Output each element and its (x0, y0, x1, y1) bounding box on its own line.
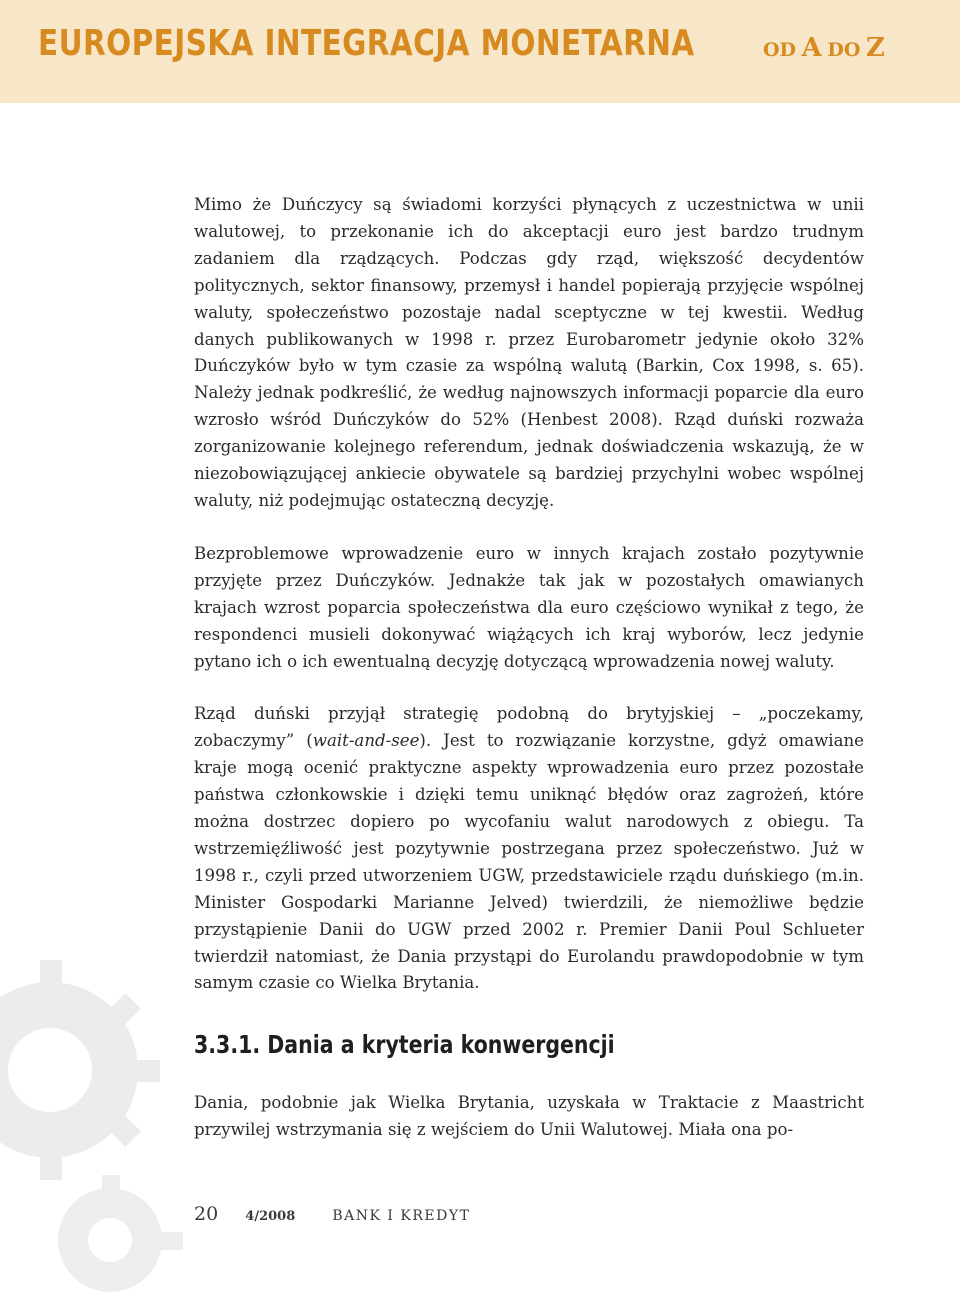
page-footer (194, 1203, 470, 1225)
section-heading: 3.3.1. Dania a kryteria konwergencji (194, 1030, 615, 1059)
page-number: 20 (194, 1203, 219, 1225)
article-body (194, 192, 864, 1023)
paragraph-3-rest: ). Jest to rozwiązanie korzystne, gdyż omawiane kraje mogą ocenić praktyczne aspekty wprowadzenia euro przez pozostałe państwa członkowskie i dzięki temu uniknąć błędów oraz zagrożeń, które można dostrzec dopiero po wycofaniu walut narodowych z obiegu. Ta wstrzemięźliwość jest pozytywnie postrzegana przez społeczeństwo. Już w 1998 r., czyli przed utworzeniem UGW, przedstawiciele rządu duńskiego (m.in. Minister Gospodarki Marianne Jelved) twierdzili, że niemożliwe będzie przystąpienie Danii do UGW przed 2002 r. Premier Danii Poul Schlueter twierdził natomiast, że Dania przystąpi do Eurolandu prawdopodobnie w tym samym czasie co Wielka Brytania. (194, 731, 865, 993)
subtitle-z: Z (865, 33, 885, 63)
issue-number: 4/2008 (245, 1209, 296, 1224)
journal-name: BANK I KREDYT (332, 1208, 471, 1224)
paragraph-3-start: Rząd duński przyjął strategię podobną do brytyjskiej – „poczekamy, zobaczymy” ( (194, 704, 864, 751)
running-header-title: EUROPEJSKA INTEGRACJA MONETARNA (38, 23, 695, 64)
running-header-subtitle (763, 33, 885, 63)
subtitle-od: OD (763, 39, 797, 61)
subtitle-do: DO (827, 39, 861, 61)
paragraph-3 (194, 701, 864, 997)
paragraph-3-italic-term: wait-and-see (312, 731, 420, 751)
paragraph-2: Bezproblemowe wprowadzenie euro w innych krajach zostało pozytywnie przyjęte przez Duńczyków. Jednakże tak jak w pozostałych omawianych krajach wzrost poparcia społeczeństwa dla euro częściowo wynikał z tego, że respondenci musieli dokonywać wiążących ich kraj wyborów, lecz jedynie pytano ich o ich ewentualną decyzję dotyczącą wprowadzenia nowej waluty. (194, 543, 864, 671)
paragraph-1: Mimo że Duńczycy są świadomi korzyści płynących z uczestnictwa w unii walutowej, to przekonanie ich do akceptacji euro jest bardzo trudnym zadaniem dla rządzących. Podczas gdy rząd, większość decydentów politycznych, sektor finansowy, przemysł i handel popierają przyjęcie wspólnej waluty, społeczeństwo pozostaje nadal sceptyczne w tej kwestii. Według danych publikowanych w 1998 r. przez Eurobarometr jedynie około 32% Duńczyków było w tym czasie za wspólną walutą (Barkin, Cox 1998, s. 65). Należy jednak podkreślić, że według najnowszych informacji poparcie dla euro wzrosło wśród Duńczyków do 52% (Henbest 2008). Rząd duński rozważa zorganizowanie kolejnego referendum, jednak doświadczenia wskazują, że w niezobowiązującej ankiecie obywatele są bardziej przychylni wobec wspólnej waluty, niż podejmując ostateczną decyzję. (194, 195, 864, 510)
section-body (194, 1090, 864, 1144)
subtitle-a: A (801, 33, 822, 63)
section-paragraph: Dania, podobnie jak Wielka Brytania, uzyskała w Traktacie z Maastricht przywilej wstrzymania się z wejściem do Unii Walutowej. Miała ona po- (194, 1093, 864, 1139)
